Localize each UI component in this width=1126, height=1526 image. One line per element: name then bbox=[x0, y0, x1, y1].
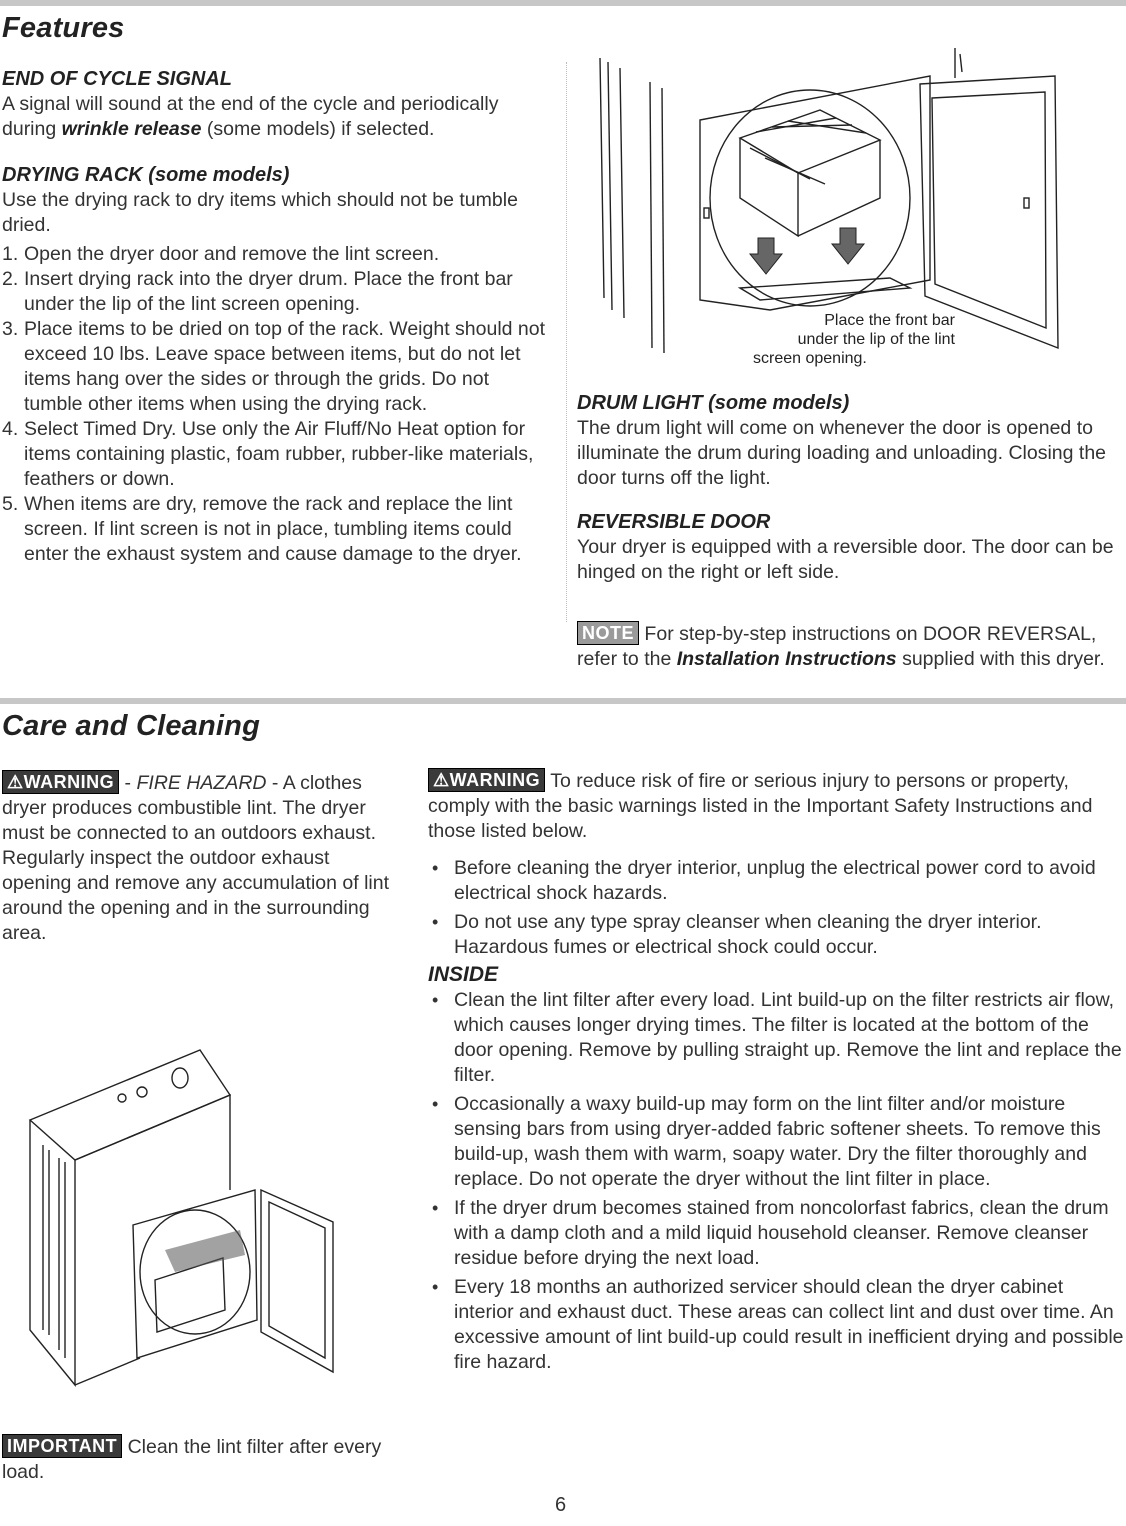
care-right-column bbox=[428, 768, 1124, 1379]
fire-hazard-label: FIRE HAZARD bbox=[136, 772, 267, 794]
list-item: • If the dryer drum becomes stained from noncolorfast fabrics, clean the drum with a damp cloth and a mild liquid household cleanser. Remove cleanser residue before drying the next load. bbox=[428, 1196, 1124, 1271]
list-item: • Every 18 months an authorized servicer should clean the dryer cabinet interior and exhaust duct. These areas can collect lint and dust over time. An excessive amount of lint build-up could result in inefficient drying and possible fire hazard. bbox=[428, 1275, 1124, 1375]
inside-heading: INSIDE bbox=[428, 963, 499, 986]
drying-rack-steps bbox=[2, 242, 547, 567]
drum-light-heading: DRUM LIGHT (some models) bbox=[577, 392, 850, 414]
drum-light-text: The drum light will come on whenever the door is opened to illuminate the drum during loading and unloading. Closing the door turns off the light. bbox=[577, 417, 1107, 489]
list-item: • Clean the lint filter after every load. Lint build-up on the filter restricts air flow, which causes longer drying times. The filter is located at the bottom of the door opening. Remove by pulling straight up. Remove the lint and replace the filter. bbox=[428, 988, 1124, 1088]
end-of-cycle-heading: END OF CYCLE SIGNAL bbox=[2, 68, 233, 90]
features-left-column bbox=[2, 66, 547, 567]
top-rule bbox=[0, 0, 1126, 6]
list-item: • Occasionally a waxy build-up may form on the lint filter and/or moisture sensing bars from using dryer-added fabric softener sheets. To remove this build-up, wash them with warm, soapy water. Dry the filter thoroughly and replace. Do not operate the dryer without the lint filter in place. bbox=[428, 1092, 1124, 1192]
drying-rack-intro: Use the drying rack to dry items which should not be tumble dried. bbox=[2, 189, 518, 236]
important-note: IMPORTANT Clean the lint filter after every load. bbox=[2, 1436, 382, 1483]
door-reversal-note: NOTE For step-by-step instructions on DOOR REVERSAL, refer to the Installation Instructions supplied with this dryer. bbox=[577, 623, 1105, 670]
end-of-cycle-text: A signal will sound at the end of the cycle and periodically during wrinkle release (some models) if selected. bbox=[2, 93, 499, 140]
list-item: • Before cleaning the dryer interior, unplug the electrical power cord to avoid electrical shock hazards. bbox=[428, 856, 1124, 906]
list-item: • Do not use any type spray cleanser when cleaning the dryer interior. Hazardous fumes or electrical shock could occur. bbox=[428, 910, 1124, 960]
important-badge: IMPORTANT bbox=[2, 1434, 122, 1458]
dryer-illustration bbox=[15, 1040, 355, 1400]
column-divider bbox=[566, 62, 568, 622]
drying-rack-heading: DRYING RACK (some models) bbox=[2, 164, 290, 186]
list-item: 5. When items are dry, remove the rack and replace the lint screen. If lint screen is not in place, tumbling items could enter the exhaust system and cause damage to the dryer. bbox=[2, 493, 522, 565]
note-badge: NOTE bbox=[577, 621, 639, 645]
wrinkle-release-term: wrinkle release bbox=[61, 118, 202, 140]
warning-badge: ⚠WARNING bbox=[428, 768, 545, 792]
features-right-column bbox=[577, 390, 1122, 672]
general-warning: ⚠WARNING To reduce risk of fire or serious injury to persons or property, comply with the basic warnings listed in the Important Safety Instructions and those listed below. bbox=[428, 770, 1093, 842]
care-left-column bbox=[2, 770, 397, 946]
figure-caption: Place the front bar under the lip of the lint screen opening. bbox=[753, 312, 955, 367]
care-title: Care and Cleaning bbox=[2, 710, 261, 742]
page-number: 6 bbox=[555, 1494, 567, 1516]
reversible-door-text: Your dryer is equipped with a reversible door. The door can be hinged on the right or left side. bbox=[577, 536, 1114, 583]
reversible-door-heading: REVERSIBLE DOOR bbox=[577, 511, 771, 533]
list-item: 2. Insert drying rack into the dryer drum. Place the front bar under the lip of the lint screen opening. bbox=[2, 268, 513, 315]
list-item: 4. Select Timed Dry. Use only the Air Fluff/No Heat option for items containing plastic, foam rubber, rubber-like materials, feathers or down. bbox=[2, 418, 534, 490]
warning-badge: ⚠WARNING bbox=[2, 770, 119, 794]
list-item: 3. Place items to be dried on top of the rack. Weight should not exceed 10 lbs. Leave space between items, but do not let items hang over the sides or through the grids. Do not tumble other items when using the drying rack. bbox=[2, 318, 546, 415]
fire-hazard-warning: ⚠WARNING - FIRE HAZARD - A clothes dryer produces combustible lint. The dryer must be connected to an outdoors exhaust. Regularly inspect the outdoor exhaust opening and remove any accumulation of lint around the opening and in the surrounding area. bbox=[2, 772, 389, 944]
list-item: 1. Open the dryer door and remove the lint screen. bbox=[2, 243, 440, 265]
section-rule bbox=[0, 698, 1126, 704]
inside-bullets bbox=[428, 988, 1124, 1375]
installation-instructions-term: Installation Instructions bbox=[676, 648, 897, 670]
features-title: Features bbox=[2, 12, 125, 44]
warning-bullets bbox=[428, 856, 1124, 960]
